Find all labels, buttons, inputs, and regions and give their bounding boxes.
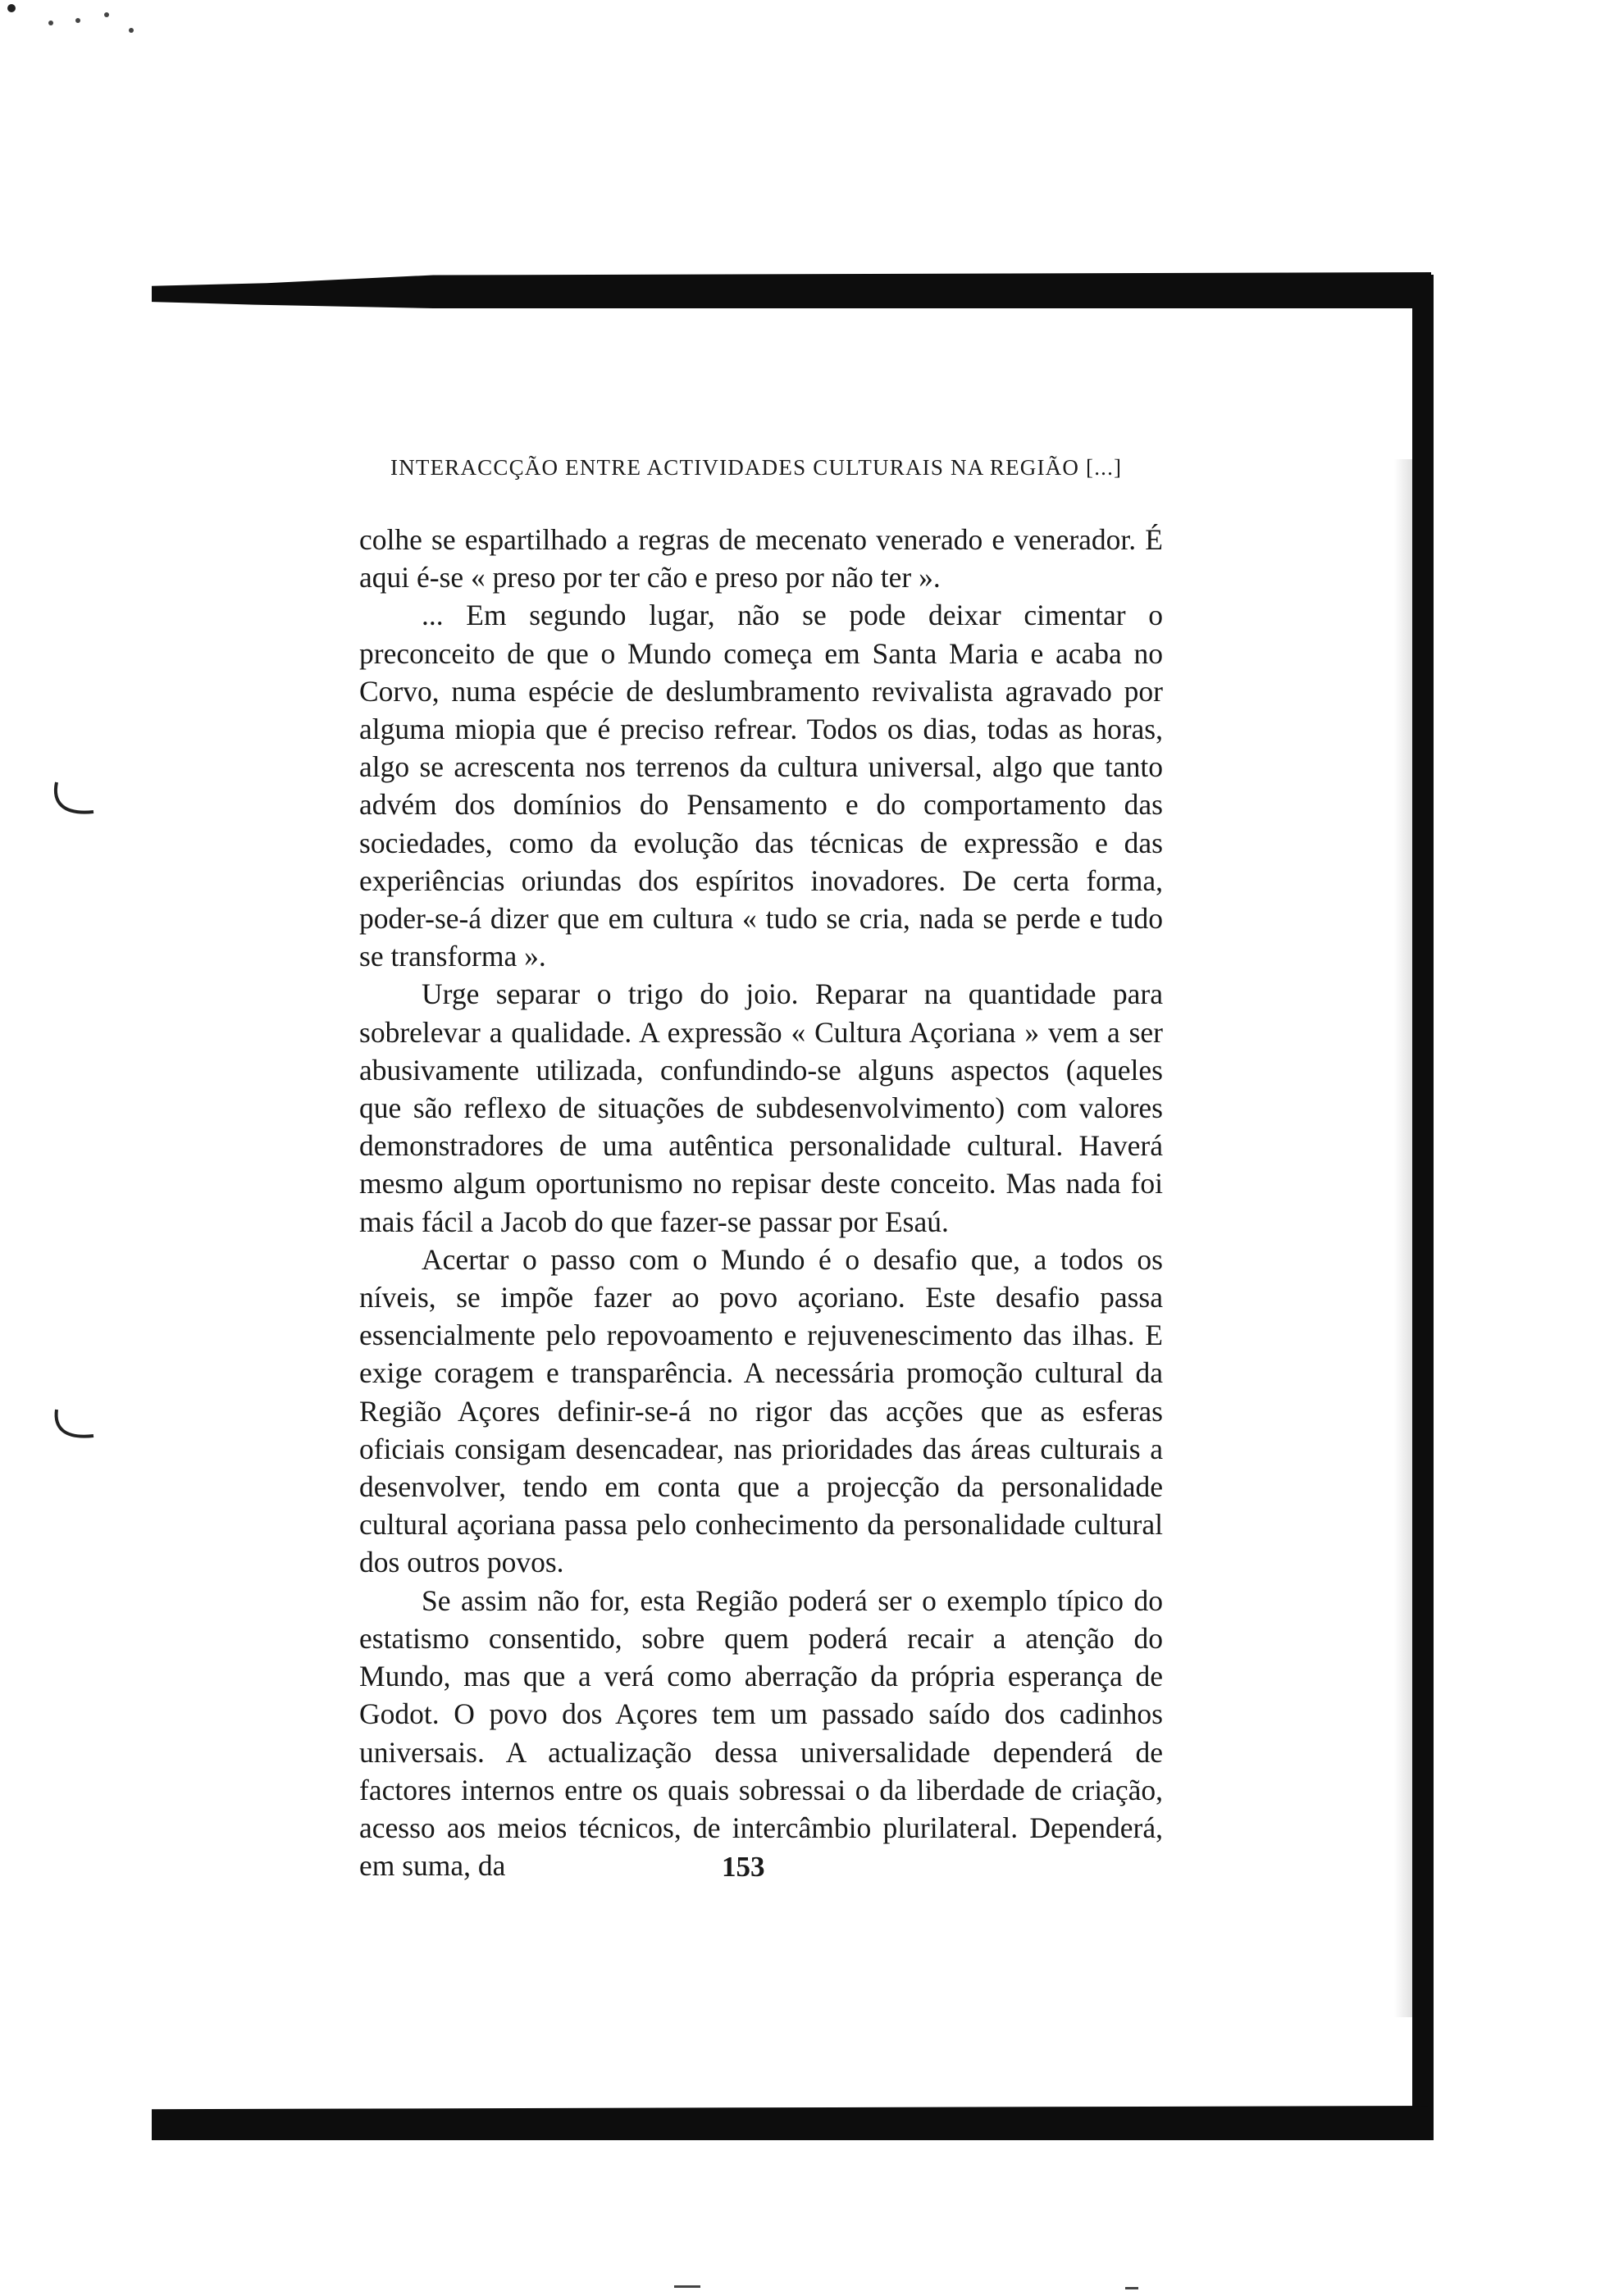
paragraph: Urge separar o trigo do joio. Reparar na quantidade para sobrelevar a qualidade. A expressão « Cultura Açoriana » vem a ser abusivamente utilizada, confundindo-se alguns aspectos (aqueles que são reflexo de situações de subdesenvolvimento) com valores demonstradores de uma autêntica personalidade cultural. Haverá mesmo algum oportunismo no repisar deste conceito. Mas nada foi mais fácil a Jacob do que fazer-se passar por Esaú. xyxy=(359,977,1163,1238)
scan-specks xyxy=(0,0,180,49)
paragraph: Acertar o passo com o Mundo é o desafio que, a todos os níveis, se impõe fazer ao povo açoriano. Este desafio passa essencialmente pelo repovoamento e rejuvenescimento das ilhas. E exige coragem e transparência. A necessária promoção cultural da Região Açores definir-se-á no rigor das acções que as esferas oficiais consigam desencadear, nas prioridades das áreas culturais a desenvolver, tendo em conta que a projecção da personalidade cultural açoriana passa pelo conhecimento da personalidade cultural dos outros povos. xyxy=(359,1242,1163,1579)
paragraph: Se assim não for, esta Região poderá ser o exemplo típico do estatismo consentido, sobre quem poderá recair a atenção do Mundo, mas que a verá como aberração da própria esperança de Godot. O povo dos Açores tem um passado saído dos cadinhos universais. A actualização dessa universalidade dependerá de factores internos entre os quais sobressai o da liberdade de criação, acesso aos meios técnicos, de intercâmbio plurilateral. Dependerá, em suma, da xyxy=(359,1583,1163,1883)
margin-hook-mark xyxy=(51,779,100,828)
page-number: 153 xyxy=(722,1851,765,1883)
running-head: INTERACCÇÃO ENTRE ACTIVIDADES CULTURAIS NA REGIÃO [...] xyxy=(390,455,1123,480)
scan-edge-mark xyxy=(1125,2287,1138,2289)
scan-frame-right xyxy=(1412,275,1434,2124)
body-text xyxy=(359,521,1163,1884)
paragraph: colhe se espartilhado a regras de mecenato venerado e venerador. É aqui é-se « preso por ter cão e preso por não ter ». xyxy=(359,523,1163,594)
paragraph: ... Em segundo lugar, não se pode deixar cimentar o preconceito de que o Mundo começa em Santa Maria e acaba no Corvo, numa espécie de deslumbramento revivalista agravado por alguma miopia que é preciso refrear. Todos os dias, todas as horas, algo se acrescenta nos terrenos da cultura universal, algo que tanto advém dos domínios do Pensamento e do comportamento das sociedades, como da evolução das técnicas de expressão e das experiências oriundas dos espíritos inovadores. De certa forma, poder-se-á dizer que em cultura « tudo se cria, nada se perde e tudo se transforma ». xyxy=(359,599,1163,973)
scan-frame-shadow xyxy=(1394,459,1412,2017)
margin-hook-mark xyxy=(51,1406,100,1456)
scan-edge-mark xyxy=(674,2285,700,2288)
scan-frame-top xyxy=(152,272,1431,308)
scan-frame-bottom xyxy=(152,2106,1434,2140)
